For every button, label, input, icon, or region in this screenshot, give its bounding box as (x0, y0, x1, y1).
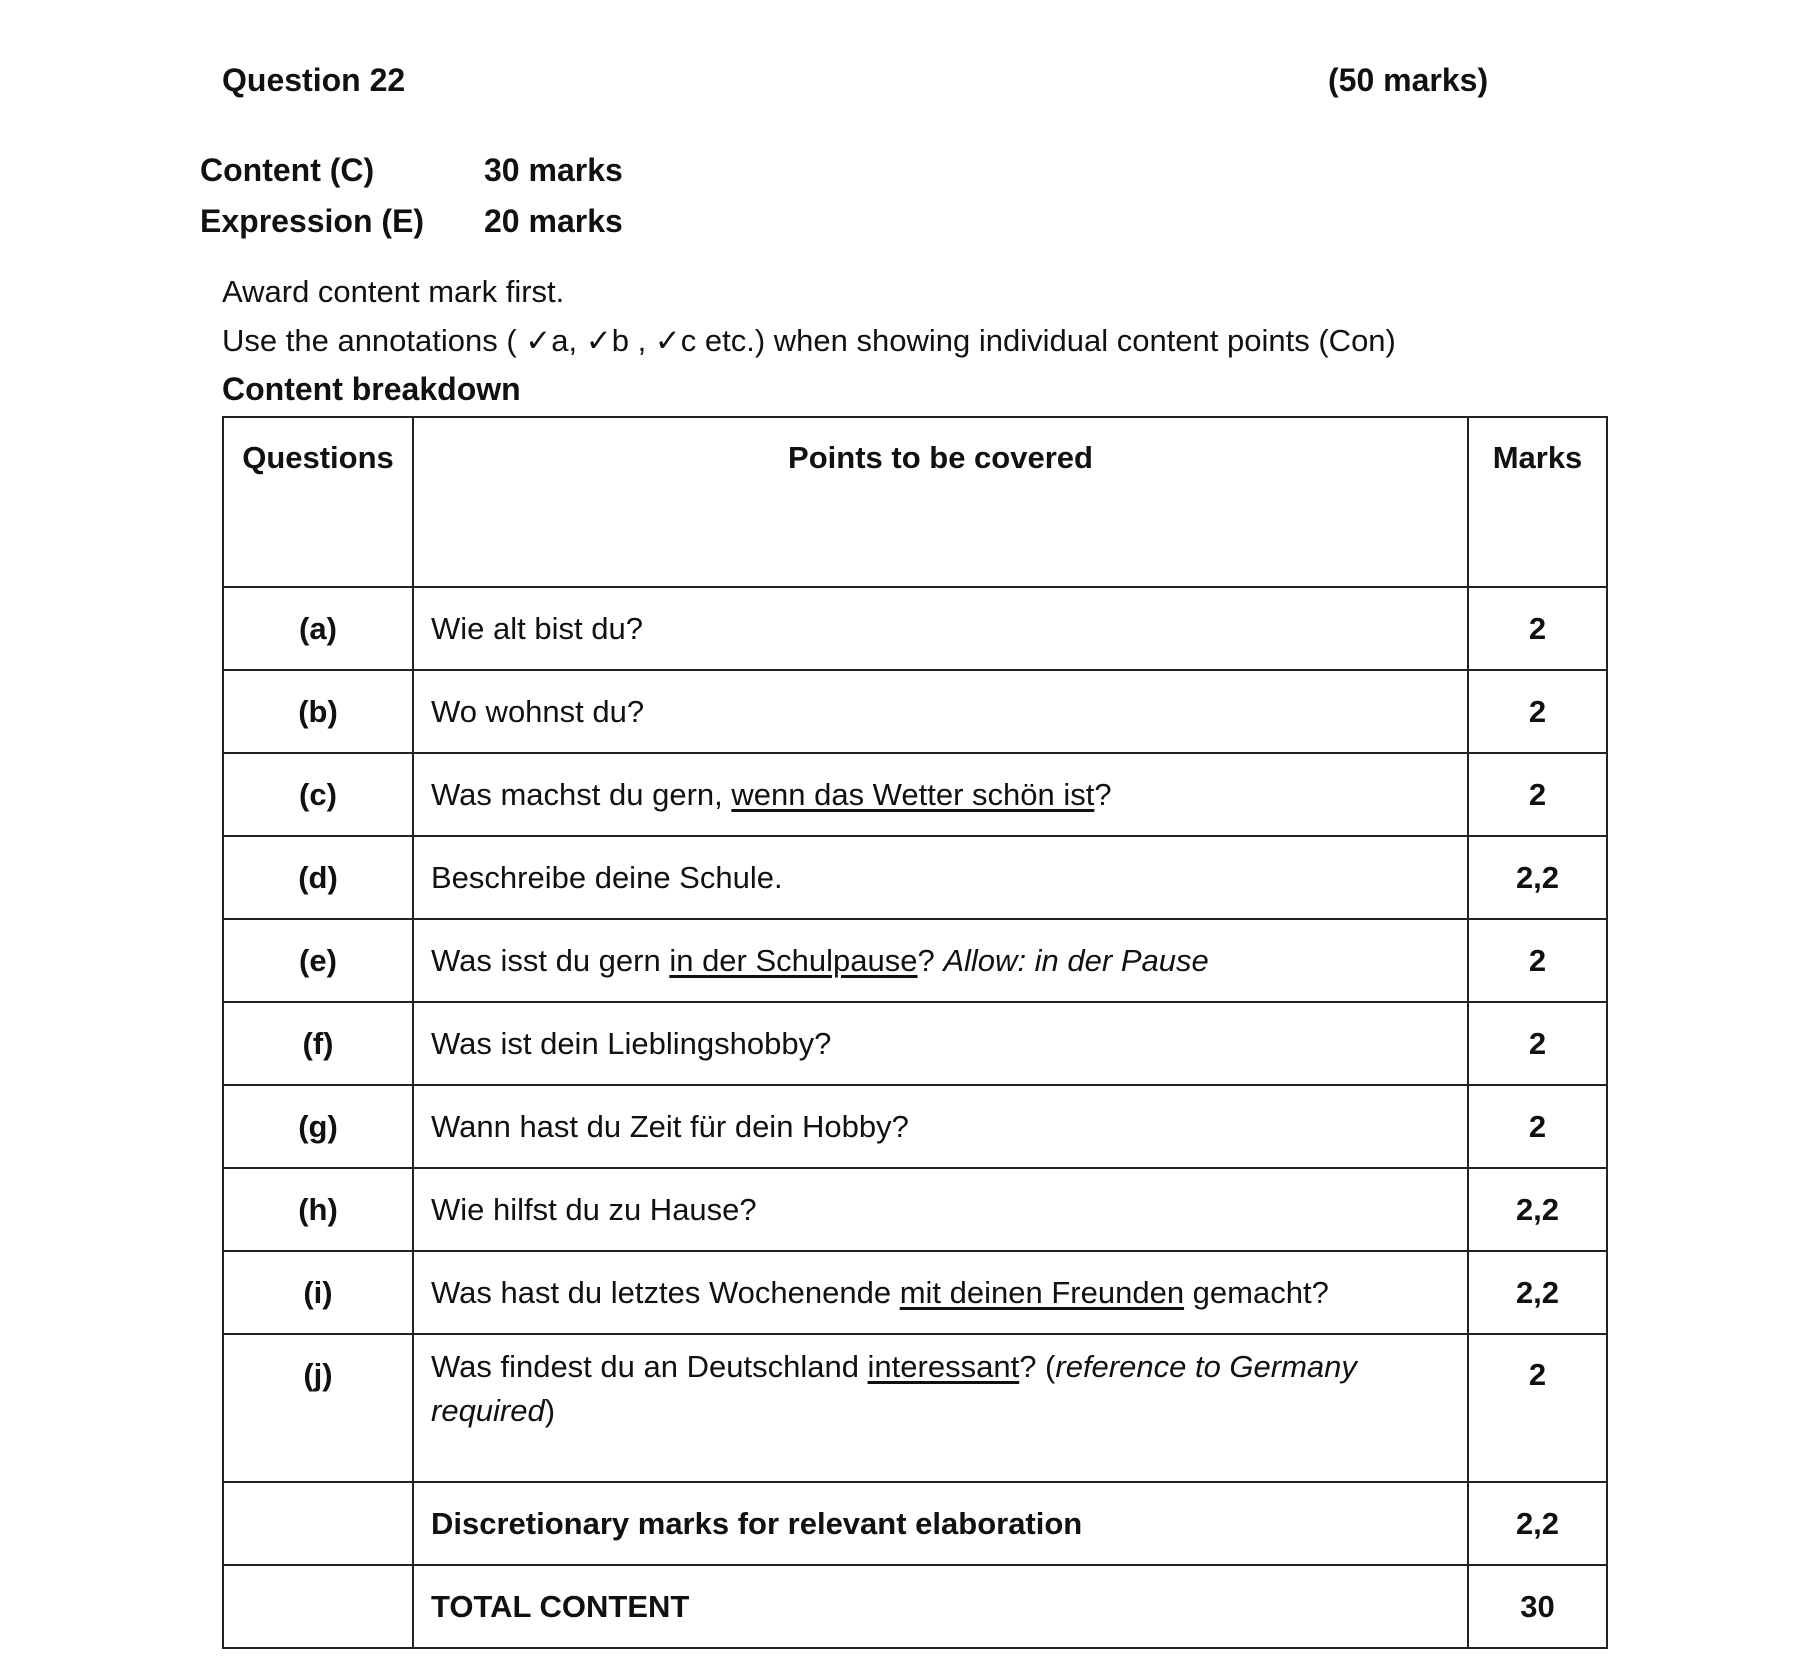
point-text (413, 836, 1468, 919)
question-id: (d) (223, 836, 413, 919)
point-text-part: Was ist dein Lieblingshobby? (431, 1025, 832, 1061)
point-text-italic: reference to Germany required (431, 1349, 1357, 1428)
point-text (413, 919, 1468, 1002)
point-text-underlined: wenn das Wetter schön ist (731, 776, 1095, 812)
expression-label: Expression (E) (200, 203, 425, 239)
point-text-underlined: mit deinen Freunden (899, 1274, 1185, 1310)
point-text-part: ? (917, 942, 944, 978)
question-id: (e) (223, 919, 413, 1002)
table-row (223, 1085, 1607, 1168)
point-text-part: Wo wohnst du? (431, 693, 645, 729)
expression-marks: 20 marks (484, 203, 623, 239)
question-id: (b) (223, 670, 413, 753)
empty-cell (223, 1482, 413, 1565)
point-text-underlined: interessant (867, 1349, 1020, 1384)
total-row (223, 1565, 1607, 1648)
table-row (223, 919, 1607, 1002)
row-marks: 2,2 (1468, 1251, 1607, 1334)
point-text (413, 670, 1468, 753)
question-id: (f) (223, 1002, 413, 1085)
point-text (413, 1002, 1468, 1085)
point-text-part: ? (1094, 776, 1112, 812)
instruction-award: Award content mark first. (222, 274, 565, 309)
section-title: Content breakdown (222, 371, 521, 407)
point-text-italic: Allow: in der Pause (943, 942, 1209, 978)
point-text-part: ? ( (1019, 1349, 1056, 1384)
point-text-part: Was hast du letztes Wochenende (431, 1274, 900, 1310)
table-row (223, 753, 1607, 836)
row-marks: 2 (1468, 1334, 1607, 1482)
table-row (223, 836, 1607, 919)
content-label: Content (C) (200, 152, 375, 188)
point-text-part: Was isst du gern (431, 942, 670, 978)
instruction-annotations: Use the annotations ( ✓a, ✓b , ✓c etc.) when showing individual content points (Con) (222, 323, 1396, 358)
discretionary-row (223, 1482, 1607, 1565)
point-text-part: Was findest du an Deutschland (431, 1349, 868, 1384)
question-id: (j) (223, 1334, 413, 1482)
point-text-part: gemacht? (1184, 1274, 1329, 1310)
point-text (413, 753, 1468, 836)
empty-cell (223, 1565, 413, 1648)
table-header-row (223, 417, 1607, 587)
table-row (223, 1168, 1607, 1251)
table-row (223, 587, 1607, 670)
point-text (413, 1334, 1468, 1482)
question-id: (a) (223, 587, 413, 670)
point-text-part: Was machst du gern, (431, 776, 732, 812)
row-marks: 2 (1468, 1002, 1607, 1085)
point-text-underlined: in der Schulpause (669, 942, 918, 978)
point-text (413, 1251, 1468, 1334)
row-marks: 2 (1468, 1085, 1607, 1168)
column-header-marks: Marks (1468, 417, 1607, 587)
total-label: TOTAL CONTENT (413, 1565, 1468, 1648)
content-breakdown-table (222, 416, 1608, 1649)
row-marks: 2,2 (1468, 836, 1607, 919)
point-text-part: Wie hilfst du zu Hause? (431, 1191, 757, 1227)
discretionary-label: Discretionary marks for relevant elaboration (413, 1482, 1468, 1565)
question-title: Question 22 (222, 62, 406, 98)
column-header-points: Points to be covered (413, 417, 1468, 587)
table-row (223, 670, 1607, 753)
row-marks: 2 (1468, 919, 1607, 1002)
question-id: (c) (223, 753, 413, 836)
point-text (413, 587, 1468, 670)
total-marks-value: 30 (1468, 1565, 1607, 1648)
row-marks: 2 (1468, 587, 1607, 670)
discretionary-marks: 2,2 (1468, 1482, 1607, 1565)
table-row (223, 1334, 1607, 1482)
question-id: (h) (223, 1168, 413, 1251)
point-text (413, 1085, 1468, 1168)
question-id: (g) (223, 1085, 413, 1168)
table-row (223, 1002, 1607, 1085)
point-text-part: ) (544, 1393, 556, 1428)
row-marks: 2,2 (1468, 1168, 1607, 1251)
point-text-part: Wie alt bist du? (431, 610, 643, 646)
point-text (413, 1168, 1468, 1251)
question-id: (i) (223, 1251, 413, 1334)
column-header-questions: Questions (223, 417, 413, 587)
point-text-part: Wann hast du Zeit für dein Hobby? (431, 1108, 909, 1144)
row-marks: 2 (1468, 753, 1607, 836)
table-row (223, 1251, 1607, 1334)
total-marks: (50 marks) (1328, 62, 1489, 98)
point-text-part: Beschreibe deine Schule. (431, 859, 783, 895)
content-marks: 30 marks (484, 152, 623, 188)
row-marks: 2 (1468, 670, 1607, 753)
